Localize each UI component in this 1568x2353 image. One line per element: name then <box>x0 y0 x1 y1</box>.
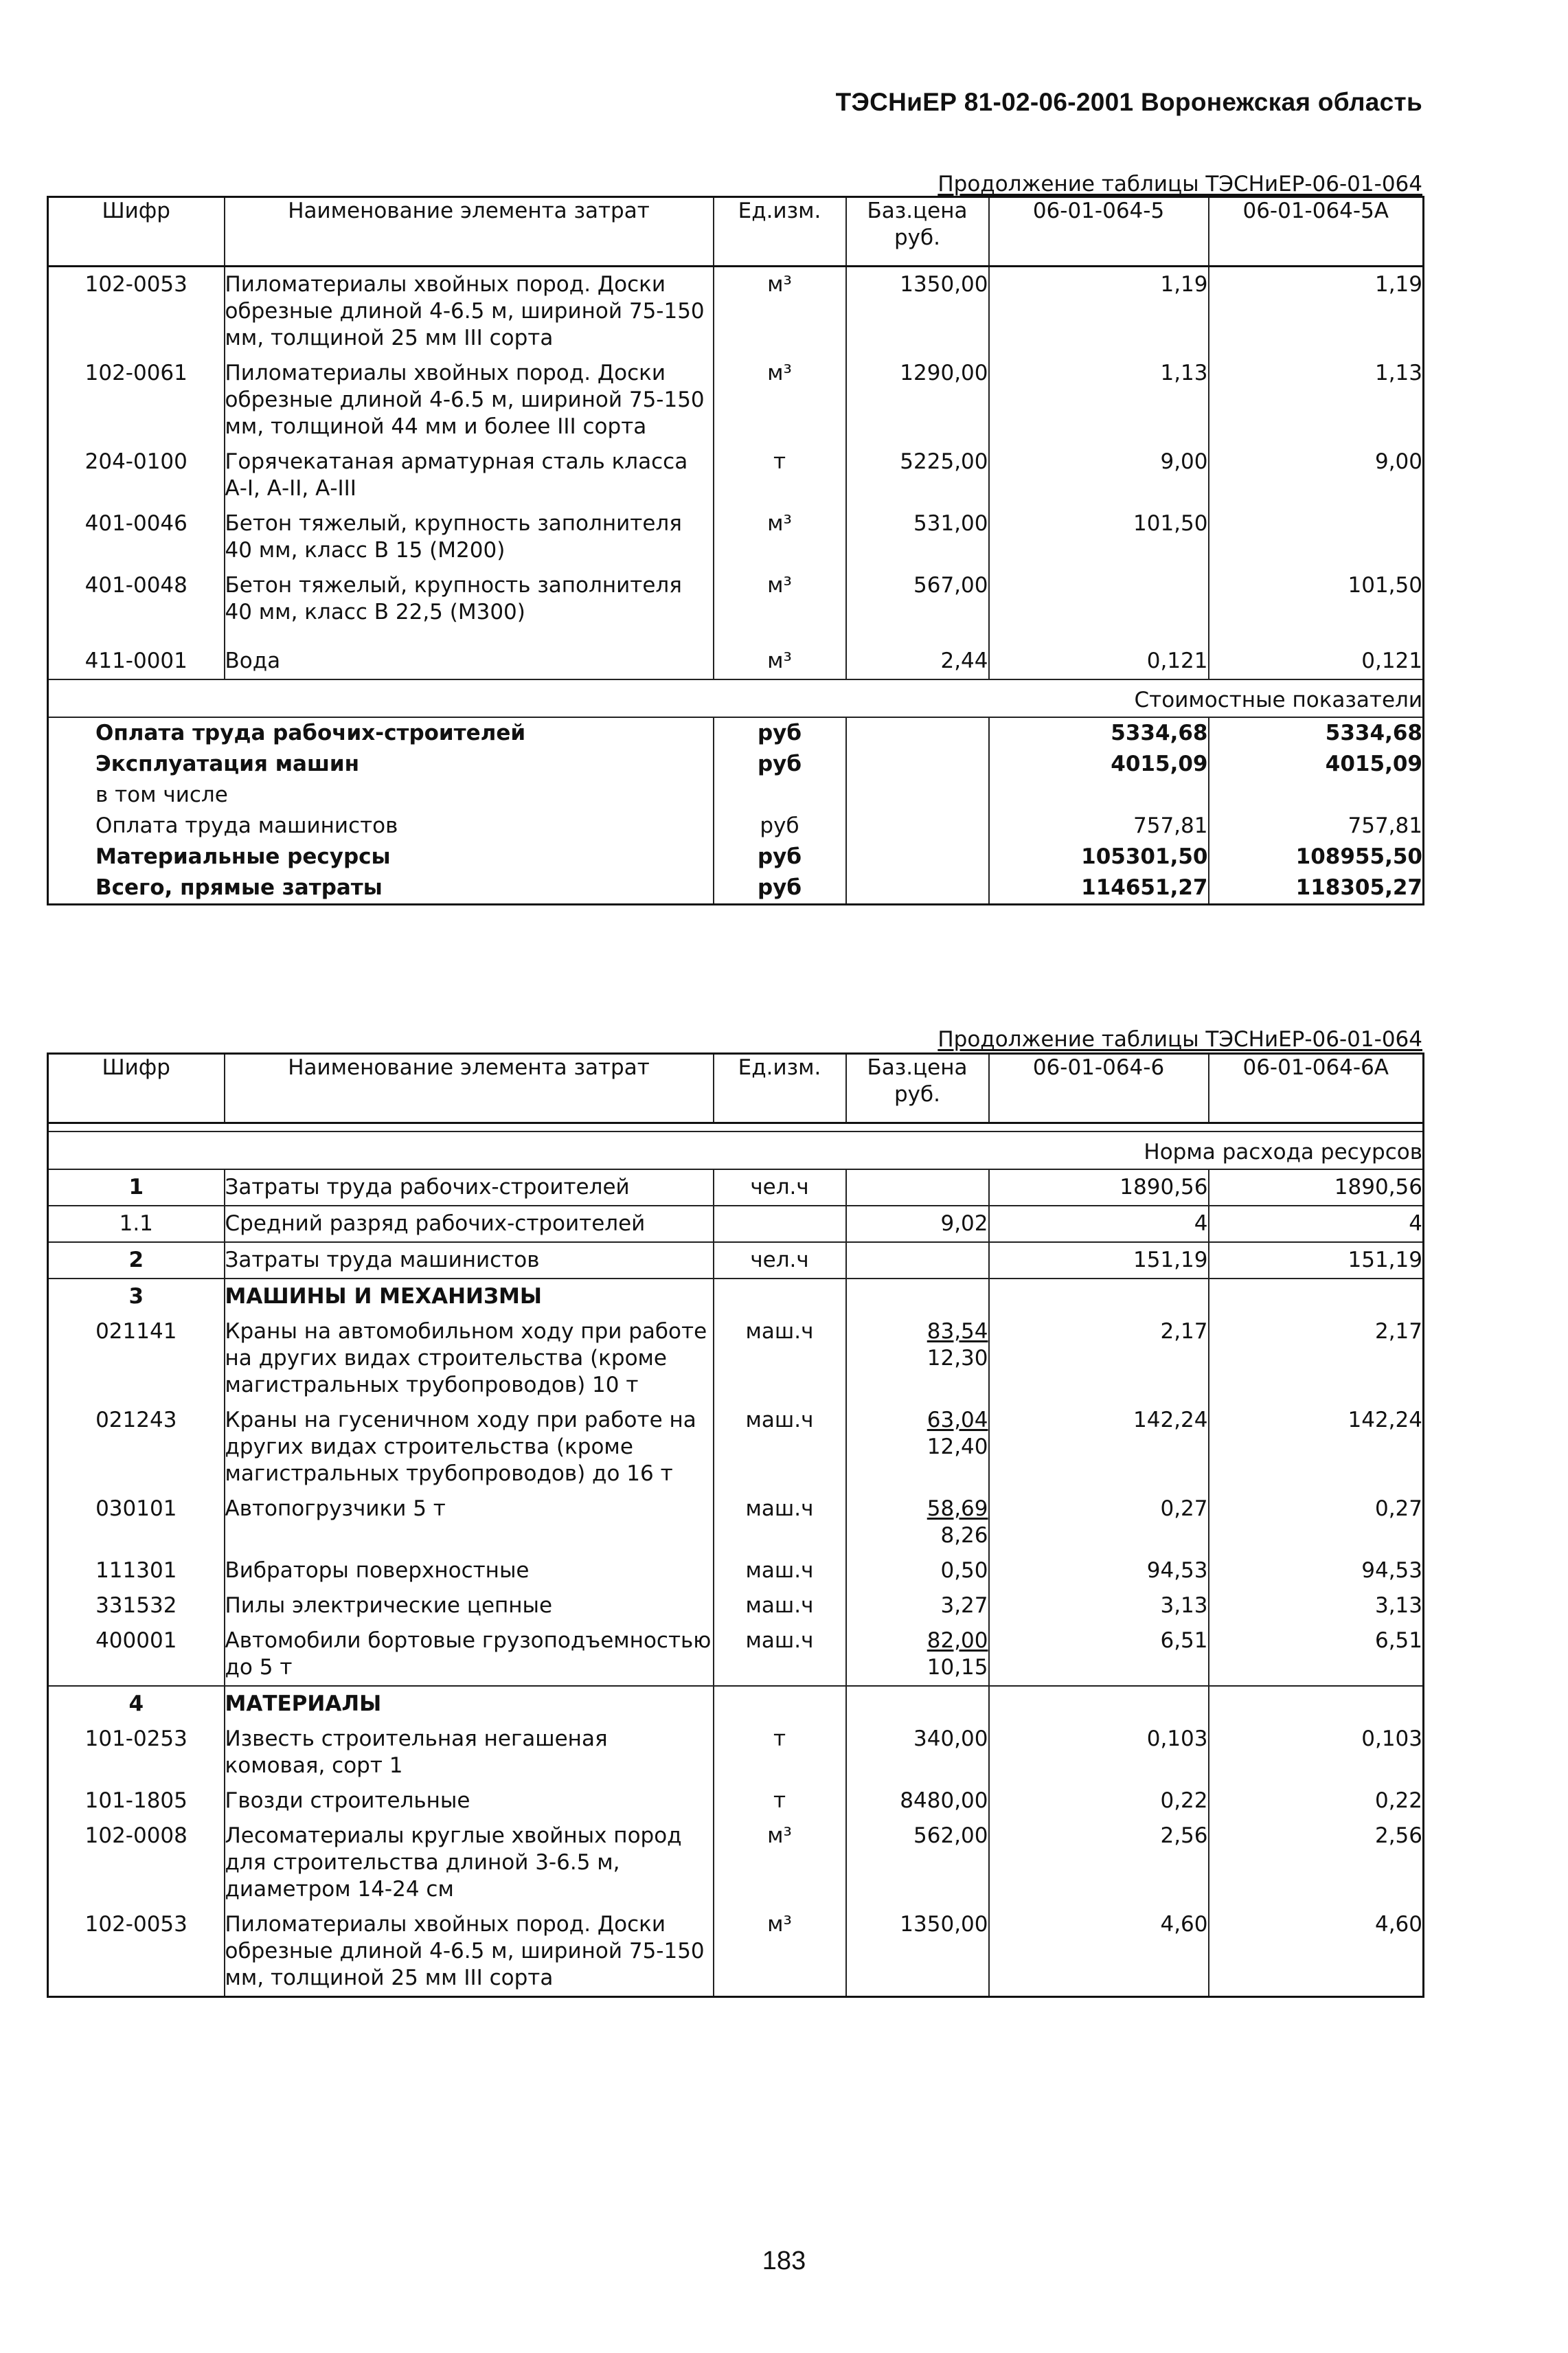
cell-code: 030101 <box>95 1496 177 1521</box>
summary-value-2: 5334,68 <box>1325 721 1422 745</box>
cell-value-2 <box>1209 506 1424 568</box>
cell-unit: маш.ч <box>714 1491 846 1553</box>
cell-value-1: 1890,56 <box>989 1169 1209 1206</box>
table-row <box>48 1206 1424 1242</box>
cell-unit: чел.ч <box>714 1242 846 1279</box>
summary-row <box>48 717 1424 749</box>
table2-continuation-caption: Продолжение таблицы ТЭСНиЕР-06-01-064 <box>938 1027 1422 1052</box>
header-name: Наименование элемента затрат <box>225 1054 714 1123</box>
cell-name: Бетон тяжелый, крупность заполнителя 40 мм, класс В 15 (М200) <box>225 506 714 568</box>
cell-code: 401-0048 <box>84 573 188 598</box>
cell-name: Горячекатаная арматурная сталь класса А-I, А-II, А-III <box>225 444 714 506</box>
price-machinist-wage: 12,30 <box>927 1346 988 1371</box>
cell-value-1: 6,51 <box>989 1623 1209 1686</box>
cell-price <box>846 1403 989 1491</box>
summary-row <box>48 872 1424 905</box>
cell-unit: м³ <box>714 267 846 357</box>
cell-code: 401-0046 <box>84 511 188 536</box>
table-row <box>48 1169 1424 1206</box>
cell-value-2: 6,51 <box>1374 1628 1422 1653</box>
header-price: Баз.цена руб. <box>846 1054 989 1123</box>
table2 <box>47 1052 1424 1998</box>
price-value: 58,69 <box>927 1496 988 1521</box>
cell-name: Известь строительная негашеная комовая, сорт 1 <box>225 1722 714 1783</box>
cell-name: Лесоматериалы круглые хвойных пород для строительства длиной 3-6.5 м, диаметром 14-24 см <box>225 1819 714 1907</box>
table-row <box>48 1553 1424 1588</box>
cell-name: Пилы электрические цепные <box>225 1588 714 1623</box>
cell-unit: м³ <box>714 568 846 630</box>
section-band-row <box>48 1132 1424 1169</box>
summary-unit: руб <box>714 811 846 842</box>
cell-code: 411-0001 <box>84 649 188 673</box>
section-band-label: Норма расхода ресурсов <box>48 1132 1424 1169</box>
price-machinist-wage: 12,40 <box>927 1434 988 1459</box>
table-row <box>48 356 1424 444</box>
cell-value-2: 1,19 <box>1374 272 1422 297</box>
cell-unit <box>714 1279 846 1314</box>
cell-price <box>846 1722 989 1783</box>
cell-code: 101-1805 <box>84 1788 188 1813</box>
header-col-6: 06-01-064-6 <box>989 1054 1209 1123</box>
cell-value-1: 0,22 <box>989 1783 1209 1819</box>
summary-name: Эксплуатация машин <box>48 749 714 780</box>
table-row <box>48 630 1424 679</box>
table-row <box>48 1588 1424 1623</box>
cell-value-1: 0,27 <box>989 1491 1209 1553</box>
cell-code: 1 <box>128 1175 144 1200</box>
summary-name: в том числе <box>48 780 714 811</box>
cell-code: 021141 <box>95 1319 177 1344</box>
cell-value-2: 2,56 <box>1374 1823 1422 1848</box>
summary-price <box>846 842 989 872</box>
summary-value-1: 114651,27 <box>989 872 1209 905</box>
spacer-cell <box>48 1123 1424 1132</box>
table1-continuation-caption: Продолжение таблицы ТЭСНиЕР-06-01-064 <box>938 172 1422 196</box>
cell-price: 567,00 <box>846 568 989 630</box>
table-row <box>48 1819 1424 1907</box>
cell-name: МАШИНЫ И МЕХАНИЗМЫ <box>225 1279 714 1314</box>
summary-row <box>48 842 1424 872</box>
table-row <box>48 1242 1424 1279</box>
table-row <box>48 1314 1424 1403</box>
cell-price: 1350,00 <box>846 267 989 357</box>
cell-unit: маш.ч <box>714 1553 846 1588</box>
cell-value-1: 0,121 <box>989 630 1209 679</box>
cell-name: Пиломатериалы хвойных пород. Доски обрезные длиной 4-6.5 м, шириной 75-150 мм, толщиной 25 мм III сорта <box>225 1907 714 1997</box>
cell-unit: маш.ч <box>714 1623 846 1686</box>
cell-value-2: 9,00 <box>1374 449 1422 474</box>
summary-row <box>48 780 1424 811</box>
cell-value-1: 1,19 <box>989 267 1209 357</box>
cell-value-1: 9,00 <box>989 444 1209 506</box>
cell-price: 5225,00 <box>846 444 989 506</box>
cell-code: 101-0253 <box>84 1726 188 1751</box>
price-machinist-wage: 10,15 <box>927 1655 988 1680</box>
summary-price <box>846 749 989 780</box>
cell-value-2: 151,19 <box>1209 1242 1424 1279</box>
cell-price <box>846 1783 989 1819</box>
document-header: ТЭСНиЕР 81-02-06-2001 Воронежская область <box>835 88 1422 116</box>
price-value: 3,27 <box>940 1593 988 1618</box>
summary-value-2: 4015,09 <box>1325 752 1422 776</box>
cell-code: 3 <box>48 1279 225 1314</box>
header-unit: Ед.изм. <box>714 1054 846 1123</box>
summary-value-1: 4015,09 <box>989 749 1209 780</box>
summary-value-2 <box>1209 780 1424 811</box>
price-value: 1350,00 <box>900 1912 988 1937</box>
cell-name: Краны на гусеничном ходу при работе на других видах строительства (кроме магистральных трубопроводов) до 16 т <box>225 1403 714 1491</box>
table-row <box>48 1686 1424 1722</box>
cell-unit: маш.ч <box>714 1314 846 1403</box>
cell-value-1 <box>989 1279 1209 1314</box>
price-value: 8480,00 <box>900 1788 988 1813</box>
cell-value-1: 1,13 <box>989 356 1209 444</box>
cell-price <box>846 1553 989 1588</box>
cell-code: 2 <box>48 1242 225 1279</box>
cell-price <box>846 1169 989 1206</box>
cell-name: Вибраторы поверхностные <box>225 1553 714 1588</box>
price-value: 63,04 <box>927 1408 988 1432</box>
cell-name: Пиломатериалы хвойных пород. Доски обрезные длиной 4-6.5 м, шириной 75-150 мм, толщиной 44 мм и более III сорта <box>225 356 714 444</box>
cell-code: 021243 <box>95 1408 177 1432</box>
price-value: 562,00 <box>913 1823 988 1848</box>
cell-value-2: 94,53 <box>1361 1558 1422 1583</box>
price-value: 83,54 <box>927 1319 988 1344</box>
price-value: 9,02 <box>940 1211 988 1236</box>
header-col-5: 06-01-064-5 <box>989 197 1209 267</box>
table-row <box>48 568 1424 630</box>
cell-value-1: 2,56 <box>989 1819 1209 1907</box>
cell-price <box>846 1907 989 1997</box>
cell-value-1: 142,24 <box>989 1403 1209 1491</box>
cell-price <box>846 1491 989 1553</box>
summary-unit: руб <box>714 717 846 749</box>
cell-value-1: 2,17 <box>989 1314 1209 1403</box>
cell-code: 400001 <box>95 1628 177 1653</box>
summary-value-1 <box>989 780 1209 811</box>
cell-value-1: 101,50 <box>989 506 1209 568</box>
summary-unit: руб <box>714 749 846 780</box>
cell-price <box>846 1819 989 1907</box>
cell-value-1: 3,13 <box>989 1588 1209 1623</box>
cell-unit <box>714 1686 846 1722</box>
summary-name: Материальные ресурсы <box>48 842 714 872</box>
summary-value-2: 757,81 <box>1348 813 1422 838</box>
table-row <box>48 1403 1424 1491</box>
table-row <box>48 506 1424 568</box>
cell-name: Средний разряд рабочих-строителей <box>225 1206 714 1242</box>
cell-unit: м³ <box>714 630 846 679</box>
summary-price <box>846 780 989 811</box>
cell-price <box>846 1588 989 1623</box>
table-row <box>48 1722 1424 1783</box>
table-row <box>48 1907 1424 1997</box>
cell-value-2: 142,24 <box>1348 1408 1422 1432</box>
cell-name: Затраты труда машинистов <box>225 1242 714 1279</box>
cell-value-2 <box>1209 1279 1424 1314</box>
cell-name: Пиломатериалы хвойных пород. Доски обрезные длиной 4-6.5 м, шириной 75-150 мм, толщиной 25 мм III сорта <box>225 267 714 357</box>
cell-value-2: 101,50 <box>1348 573 1422 598</box>
cell-code: 102-0053 <box>84 272 188 297</box>
price-value: 0,50 <box>940 1558 988 1583</box>
table-row <box>48 1783 1424 1819</box>
cell-value-2: 4,60 <box>1374 1912 1422 1937</box>
cell-price <box>846 1206 989 1242</box>
cell-value-1: 4 <box>989 1206 1209 1242</box>
cell-unit: м³ <box>714 1907 846 1997</box>
summary-name: Оплата труда машинистов <box>48 811 714 842</box>
cell-unit: маш.ч <box>714 1403 846 1491</box>
table-row <box>48 1623 1424 1686</box>
table2-header-row <box>48 1054 1424 1123</box>
header-col-5a: 06-01-064-5А <box>1209 197 1424 267</box>
cell-value-2: 0,27 <box>1374 1496 1422 1521</box>
page-number: 183 <box>762 2247 806 2275</box>
price-machinist-wage: 8,26 <box>940 1523 988 1548</box>
cell-name: Затраты труда рабочих-строителей <box>225 1169 714 1206</box>
cell-value-2: 0,22 <box>1374 1788 1422 1813</box>
cell-price <box>846 1686 989 1722</box>
table-row <box>48 1491 1424 1553</box>
price-value: 82,00 <box>927 1628 988 1653</box>
summary-name: Всего, прямые затраты <box>48 872 714 905</box>
cell-value-2: 1,13 <box>1374 361 1422 385</box>
cell-value-2: 0,121 <box>1361 649 1422 673</box>
cell-unit: т <box>714 444 846 506</box>
cell-value-2: 3,13 <box>1374 1593 1422 1618</box>
cell-code: 331532 <box>95 1593 177 1618</box>
summary-value-1: 105301,50 <box>989 842 1209 872</box>
table1-header-row <box>48 197 1424 267</box>
cell-price: 531,00 <box>846 506 989 568</box>
cell-price <box>846 1242 989 1279</box>
cell-value-2 <box>1209 1686 1424 1722</box>
header-unit: Ед.изм. <box>714 197 846 267</box>
header-name: Наименование элемента затрат <box>225 197 714 267</box>
table-row <box>48 1279 1424 1314</box>
cell-value-2: 0,103 <box>1361 1726 1422 1751</box>
cell-unit: маш.ч <box>714 1588 846 1623</box>
cell-value-1: 94,53 <box>989 1553 1209 1588</box>
summary-unit <box>714 780 846 811</box>
cell-price: 1290,00 <box>846 356 989 444</box>
cell-value-1 <box>989 1686 1209 1722</box>
summary-price <box>846 717 989 749</box>
cell-unit: м³ <box>714 1819 846 1907</box>
cell-code: 102-0061 <box>84 361 188 385</box>
cell-unit: т <box>714 1722 846 1783</box>
table-row <box>48 267 1424 357</box>
section-band-row <box>48 679 1424 717</box>
summary-row <box>48 749 1424 780</box>
header-code: Шифр <box>48 197 225 267</box>
cell-name: Краны на автомобильном ходу при работе на других видах строительства (кроме магистральных трубопроводов) 10 т <box>225 1314 714 1403</box>
summary-value-2: 118305,27 <box>1295 875 1422 900</box>
summary-value-1: 5334,68 <box>989 717 1209 749</box>
cell-price <box>846 1314 989 1403</box>
summary-unit: руб <box>714 872 846 905</box>
cell-price <box>846 1279 989 1314</box>
summary-value-2: 108955,50 <box>1295 844 1422 869</box>
cell-code: 102-0008 <box>84 1823 188 1848</box>
cell-name: Гвозди строительные <box>225 1783 714 1819</box>
cell-name: Вода <box>225 630 714 679</box>
cell-value-1 <box>989 568 1209 630</box>
cell-name: Автомобили бортовые грузоподъемностью до 5 т <box>225 1623 714 1686</box>
summary-value-1: 757,81 <box>989 811 1209 842</box>
cell-unit: т <box>714 1783 846 1819</box>
cell-code: 204-0100 <box>84 449 188 474</box>
cell-code: 1.1 <box>48 1206 225 1242</box>
cell-code: 4 <box>48 1686 225 1722</box>
price-value: 340,00 <box>913 1726 988 1751</box>
cell-name: Автопогрузчики 5 т <box>225 1491 714 1553</box>
summary-row <box>48 811 1424 842</box>
cell-unit <box>714 1206 846 1242</box>
cell-name: МАТЕРИАЛЫ <box>225 1686 714 1722</box>
cell-price: 2,44 <box>846 630 989 679</box>
cell-code: 102-0053 <box>84 1912 188 1937</box>
spacer-row <box>48 1123 1424 1132</box>
table-row <box>48 444 1424 506</box>
header-code: Шифр <box>48 1054 225 1123</box>
cell-value-2: 2,17 <box>1374 1319 1422 1344</box>
header-col-6a: 06-01-064-6А <box>1209 1054 1424 1123</box>
summary-unit: руб <box>714 842 846 872</box>
cell-value-1: 0,103 <box>989 1722 1209 1783</box>
cell-unit: м³ <box>714 506 846 568</box>
cell-name: Бетон тяжелый, крупность заполнителя 40 мм, класс В 22,5 (М300) <box>225 568 714 630</box>
cell-unit: м³ <box>714 356 846 444</box>
cell-price <box>846 1623 989 1686</box>
table1 <box>47 196 1424 905</box>
summary-price <box>846 811 989 842</box>
section-band-label: Стоимостные показатели <box>48 679 1424 717</box>
cell-value-2: 4 <box>1209 1206 1424 1242</box>
cell-value-1: 4,60 <box>989 1907 1209 1997</box>
cell-value-2: 1890,56 <box>1334 1175 1422 1200</box>
header-price: Баз.цена руб. <box>846 197 989 267</box>
cell-code: 111301 <box>95 1558 177 1583</box>
cell-value-1: 151,19 <box>989 1242 1209 1279</box>
cell-unit: чел.ч <box>714 1169 846 1206</box>
summary-price <box>846 872 989 905</box>
summary-name: Оплата труда рабочих-строителей <box>48 717 714 749</box>
